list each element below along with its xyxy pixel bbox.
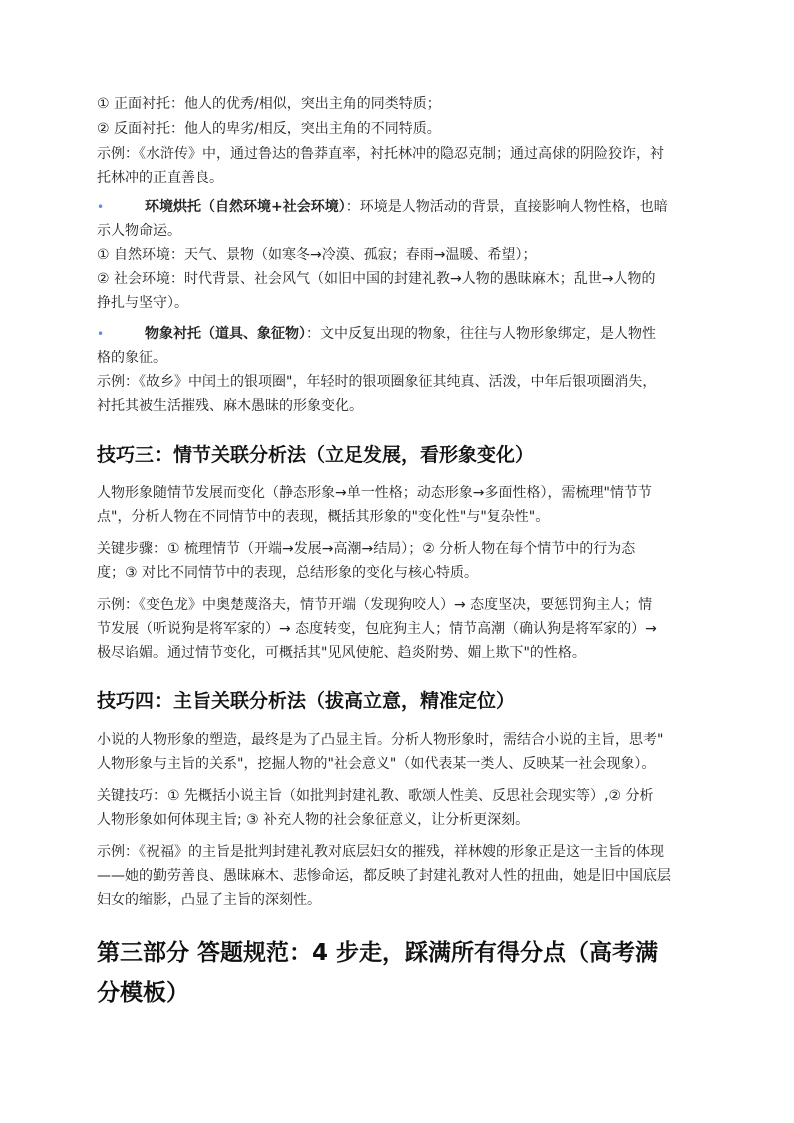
env-item-social-line1: ② 社会环境：时代背景、社会风气（如旧中国的封建礼教→人物的愚昧麻木；乱世→人物的	[97, 271, 656, 287]
part3-heading-line1: 第三部分 答题规范：4 步走，踩满所有得分点（高考满	[97, 940, 659, 966]
tech3-p2-line1: 关键步骤：① 梳理情节（开端→发展→高潮→结局）；② 分析人物在每个情节中的行为态	[97, 541, 636, 557]
bullet-icon: •	[97, 327, 105, 341]
contrast-item-positive: ① 正面衬托：他人的优秀/相似，突出主角的同类特质；	[97, 96, 441, 112]
tech3-p1-line1: 人物形象随情节发展而变化（静态形象→单一性格；动态形象→多面性格），需梳理"情节节	[97, 485, 652, 501]
contrast-example-line1: 示例：《水浒传》中，通过鲁达的鲁莽直率，衬托林冲的隐忍克制；通过高俅的阴险狡诈，衬	[97, 146, 664, 162]
tech4-p3-line2: ——她的勤劳善良、愚昧麻木、悲惨命运，都反映了封建礼教对人性的扭曲，她是旧中国底层	[97, 868, 671, 884]
tech4-p1-line1: 小说的人物形象的塑造，最终是为了凸显主旨。分析人物形象时，需结合小说的主旨，思考"	[97, 732, 664, 748]
contrast-example-line2: 托林冲的正直善良。	[97, 170, 223, 186]
object-title: 物象衬托（道具、象征物）	[145, 326, 306, 342]
part3-heading-line2: 分模板）	[97, 980, 189, 1006]
env-bullet-line1	[145, 195, 668, 220]
object-bullet-line1	[145, 322, 656, 347]
contrast-item-negative: ② 反面衬托：他人的卑劣/相反，突出主角的不同特质。	[97, 121, 441, 137]
tech4-p3-line1: 示例：《祝福》的主旨是批判封建礼教对底层妇女的摧残，祥林嫂的形象正是这一主旨的体现	[97, 844, 664, 860]
tech3-p1-line2: 点"，分析人物在不同情节中的表现，概括其形象的"变化性"与"复杂性"。	[97, 509, 550, 525]
env-title: 环境烘托（自然环境+社会环境）	[145, 199, 346, 215]
tech4-p1-line2: 人物形象与主旨的关系"，挖掘人物的"社会意义"（如代表某一类人、反映某一社会现象）。	[97, 756, 656, 772]
tech3-p2-line2: 度；③ 对比不同情节中的表现，总结形象的变化与核心特质。	[97, 565, 478, 581]
object-desc-line2: 格的象征。	[97, 350, 167, 366]
tech4-p3-line3: 妇女的缩影，凸显了主旨的深刻性。	[97, 892, 321, 908]
env-desc-line2: 示人物命运。	[97, 223, 181, 239]
section-heading-tech3: 技巧三：情节关联分析法（立足发展，看形象变化）	[97, 444, 535, 466]
bullet-icon: •	[97, 200, 105, 214]
env-item-natural: ① 自然环境：天气、景物（如寒冬→冷漠、孤寂；春雨→温暖、希望）；	[97, 247, 537, 263]
tech3-p3-line3: 极尽谄媚。通过情节变化，可概括其"见风使舵、趋炎附势、媚上欺下"的性格。	[97, 645, 586, 661]
env-item-social-line2: 挣扎与坚守）。	[97, 295, 188, 311]
object-desc-line1: ：文中反复出现的物象，往往与人物形象绑定，是人物性	[306, 326, 656, 342]
section-heading-tech4: 技巧四：主旨关联分析法（拔高立意，精准定位）	[97, 690, 516, 712]
tech3-p3-line1: 示例：《变色龙》中奥楚蔑洛夫，情节开端（发现狗咬人）→ 态度坚决，要惩罚狗主人；情	[97, 597, 653, 613]
tech4-p2-line2: 人物形象如何体现主旨; ③ 补充人物的社会象征意义，让分析更深刻。	[97, 812, 530, 828]
tech4-p2-line1: 关键技巧：① 先概括小说主旨（如批判封建礼教、歌颂人性美、反思社会现实等）,② 分析	[97, 788, 654, 804]
tech3-p3-line2: 节发展（听说狗是将军家的）→ 态度转变，包庇狗主人；情节高潮（确认狗是将军家的）→	[97, 621, 657, 637]
object-example-line1: 示例：《故乡》中闰土的银项圈"，年轻时的银项圈象征其纯真、活泼，中年后银项圈消失，	[97, 374, 657, 390]
env-desc-line1: ：环境是人物活动的背景，直接影响人物性格，也暗	[345, 199, 668, 215]
object-example-line2: 衬托其被生活摧残、麻木愚昧的形象变化。	[97, 398, 363, 414]
